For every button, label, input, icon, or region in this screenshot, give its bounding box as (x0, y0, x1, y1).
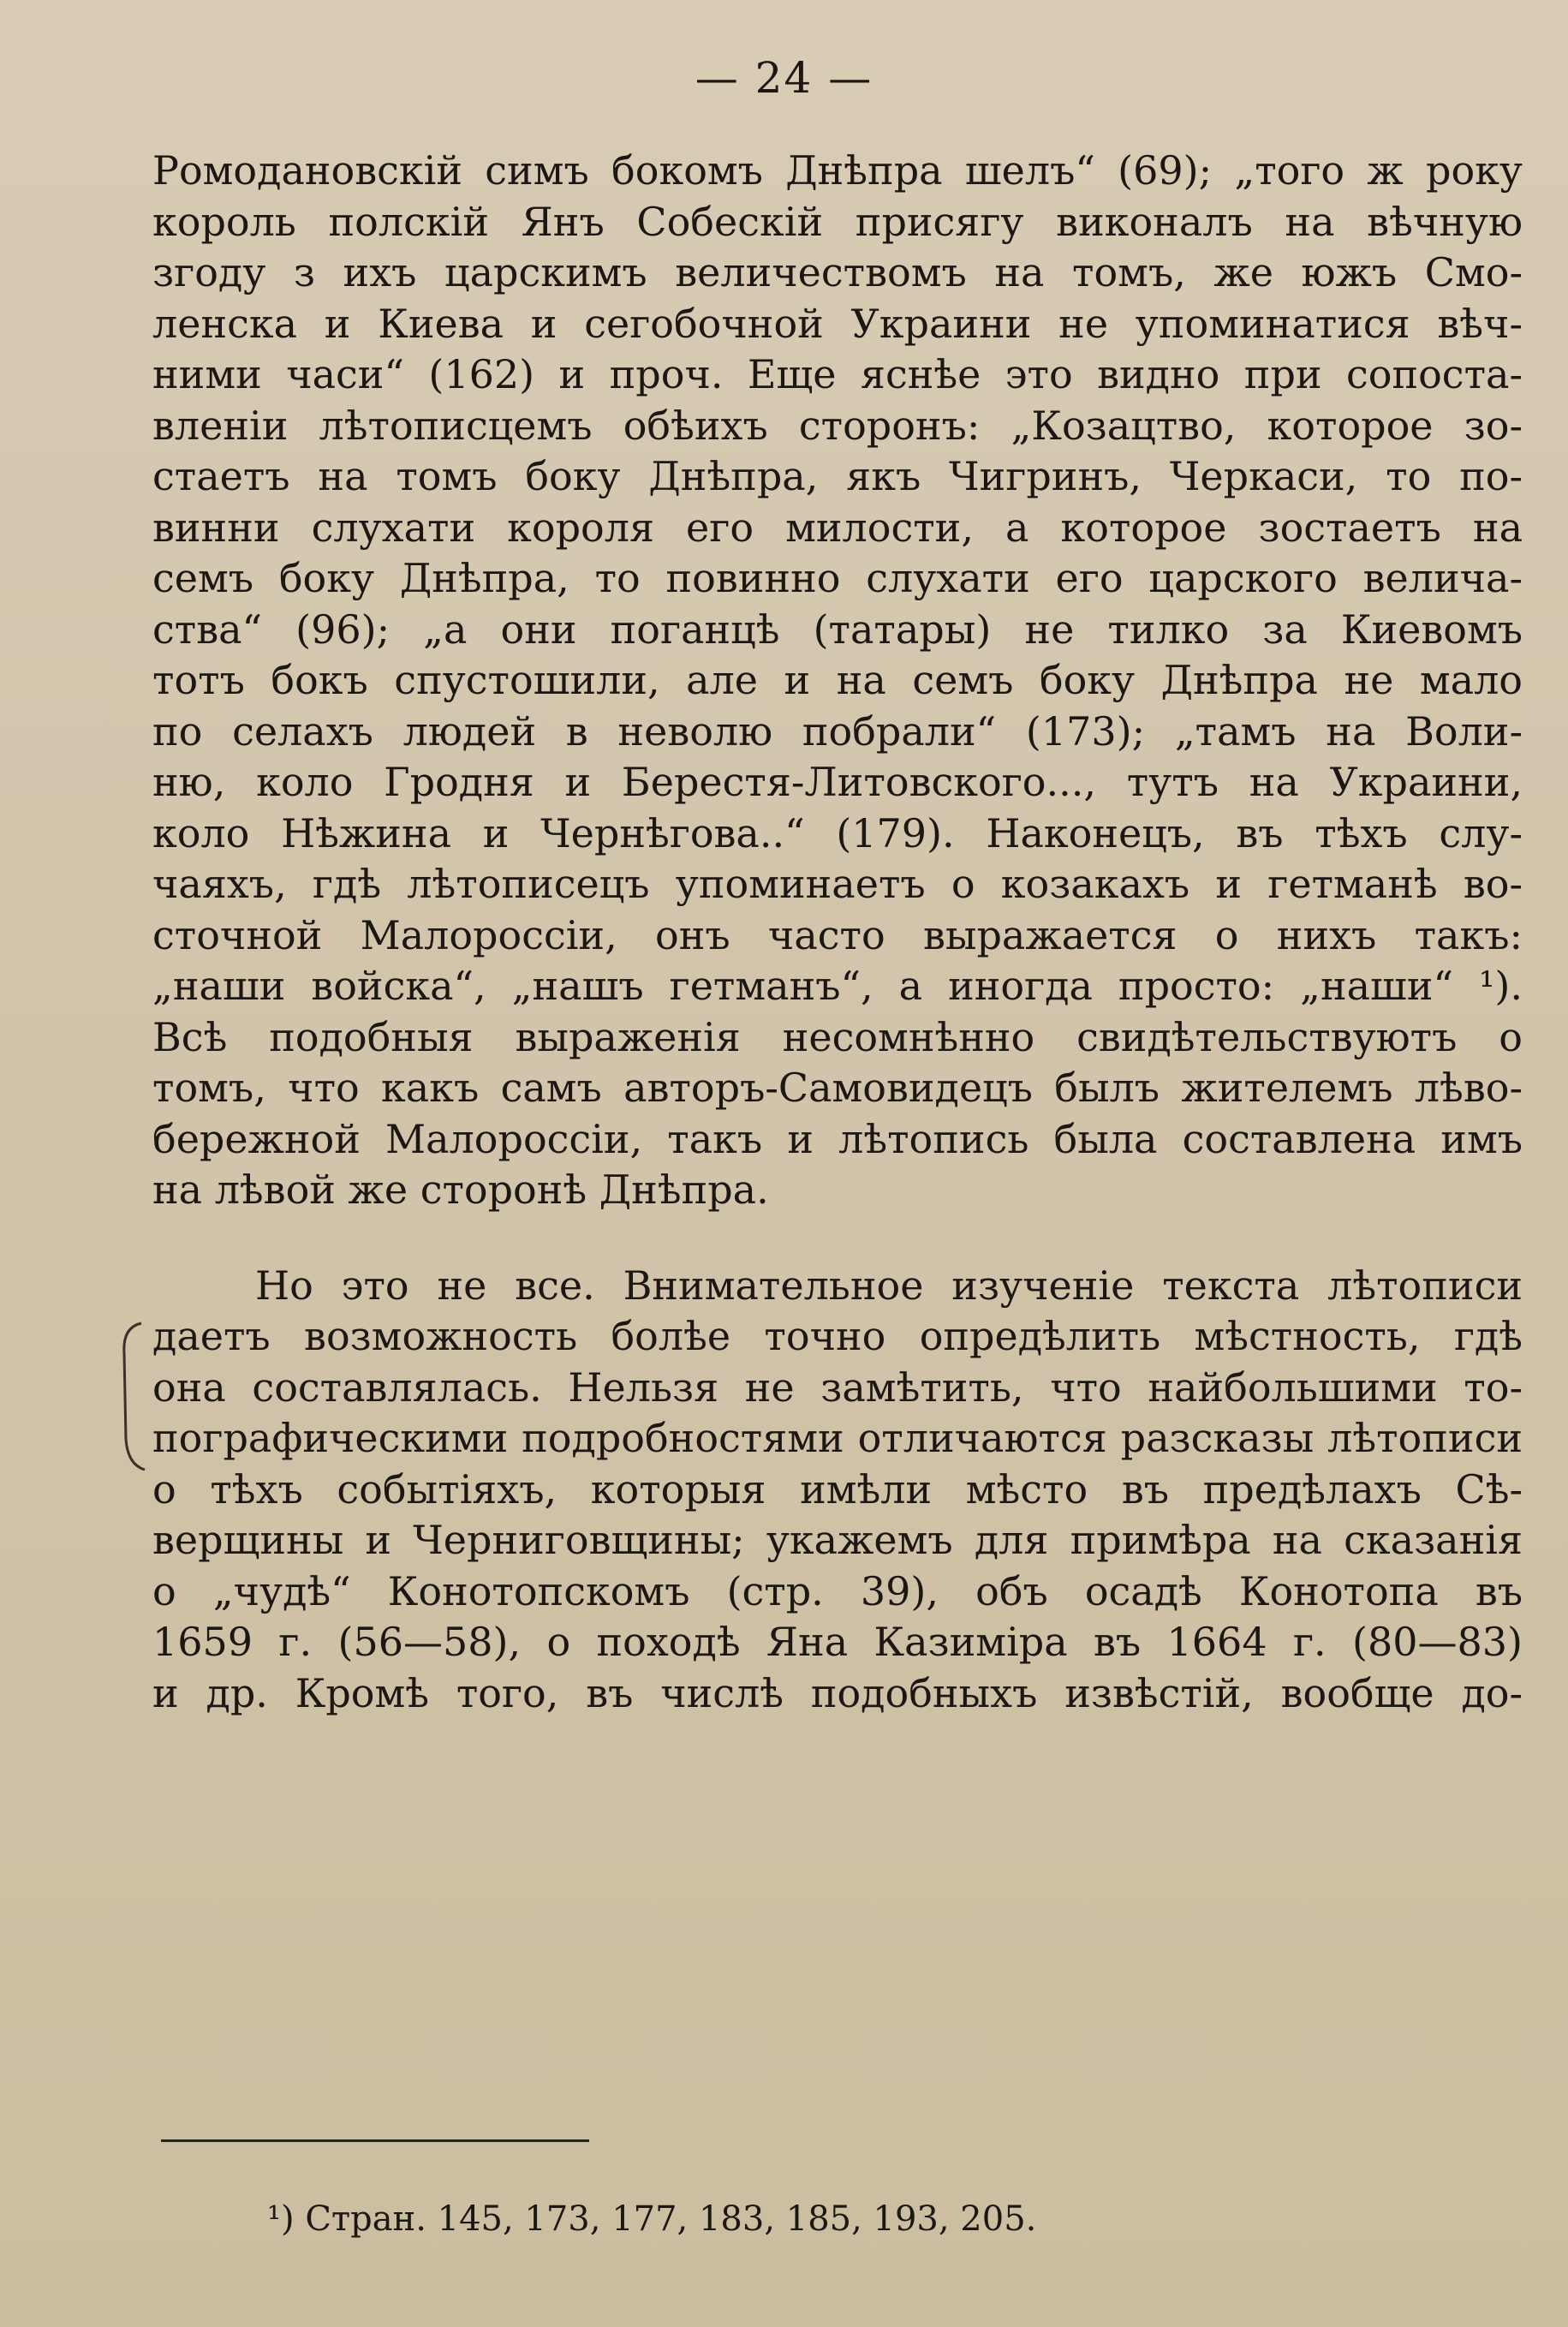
text-line: сточной Малороссіи, онъ часто выражается о нихъ такъ: (152, 911, 1523, 958)
text-line: ними часи“ (162) и проч. Еще яснѣе это видно при сопоста- (152, 351, 1523, 397)
text-line: о „чудѣ“ Конотопскомъ (стр. 39), объ осадѣ Конотопа въ (152, 1567, 1523, 1614)
text-line: Но это не все. Внимательное изученіе текста лѣтописи (255, 1262, 1523, 1309)
text-line: згоду з ихъ царскимъ величествомъ на томъ, же южъ Смо- (152, 249, 1523, 295)
text-line: король полскій Янъ Собескій присягу виконалъ на вѣчную (152, 198, 1523, 245)
paragraph-2 (152, 1261, 1523, 1720)
paragraph-1 (152, 146, 1523, 1216)
paragraph-gap (152, 1216, 1523, 1261)
text-line: даетъ возможность болѣе точно опредѣлить мѣстность, гдѣ (152, 1313, 1523, 1359)
text-line: она составлялась. Нельзя не замѣтить, что найбольшими то- (152, 1363, 1523, 1411)
text-line: бережной Малороссіи, такъ и лѣтопись была составлена имъ (152, 1115, 1523, 1162)
text-line: на лѣвой же сторонѣ Днѣпра. (152, 1166, 769, 1213)
text-line: и др. Кромѣ того, въ числѣ подобныхъ извѣстій, вообще до- (152, 1669, 1523, 1716)
footnote: ¹) Стран. 145, 173, 177, 183, 185, 193, 205. (267, 2199, 1037, 2239)
text-line: томъ, что какъ самъ авторъ-Самовидецъ былъ жителемъ лѣво- (152, 1065, 1523, 1111)
main-text (152, 146, 1523, 1719)
text-line: ню, коло Гродня и Берестя-Литовского..., тутъ на Украини, (152, 759, 1523, 805)
text-line: Ромодановскій симъ бокомъ Днѣпра шелъ“ (69); „того ж року (152, 147, 1523, 194)
text-line: по селахъ людей в неволю побрали“ (173); „тамъ на Воли- (152, 707, 1523, 755)
text-line: о тѣхъ событіяхъ, которыя имѣли мѣсто въ предѣлахъ Сѣ- (152, 1465, 1523, 1513)
text-line: 1659 г. (56—58), о походѣ Яна Казиміра въ 1664 г. (80—83) (152, 1619, 1523, 1665)
text-line: винни слухати короля его милости, а которое зостаетъ на (152, 504, 1523, 551)
margin-bracket-mark (116, 1319, 150, 1473)
text-line: стаетъ на томъ боку Днѣпра, якъ Чигринъ, Черкаси, то по- (152, 453, 1523, 499)
text-line: чаяхъ, гдѣ лѣтописецъ упоминаетъ о козакахъ и гетманѣ во- (152, 861, 1523, 907)
text-line: ленска и Киева и сегобочной Украини не упоминатися вѣч- (152, 300, 1523, 347)
text-line: семъ боку Днѣпра, то повинно слухати его царского велича- (152, 555, 1523, 601)
text-line: вленіи лѣтописцемъ обѣихъ сторонъ: „Козацтво, которое зо- (152, 402, 1523, 449)
text-line: „наши войска“, „нашъ гетманъ“, а иногда просто: „наши“ ¹). (152, 963, 1523, 1009)
text-line: пографическими подробностями отличаются разсказы лѣтописи (152, 1415, 1523, 1461)
footnote-separator (161, 2139, 589, 2142)
page-number: — 24 — (695, 53, 873, 103)
text-line: коло Нѣжина и Чернѣгова..“ (179). Наконецъ, въ тѣхъ слу- (152, 809, 1523, 856)
text-line: верщины и Черниговщины; укажемъ для примѣра на сказанія (152, 1517, 1523, 1563)
text-line: тотъ бокъ спустошили, але и на семъ боку Днѣпра не мало (152, 657, 1523, 703)
text-line: ства“ (96); „а они поганцѣ (татары) не тилко за Киевомъ (152, 606, 1523, 653)
text-line: Всѣ подобныя выраженія несомнѣнно свидѣтельствуютъ о (152, 1013, 1523, 1060)
